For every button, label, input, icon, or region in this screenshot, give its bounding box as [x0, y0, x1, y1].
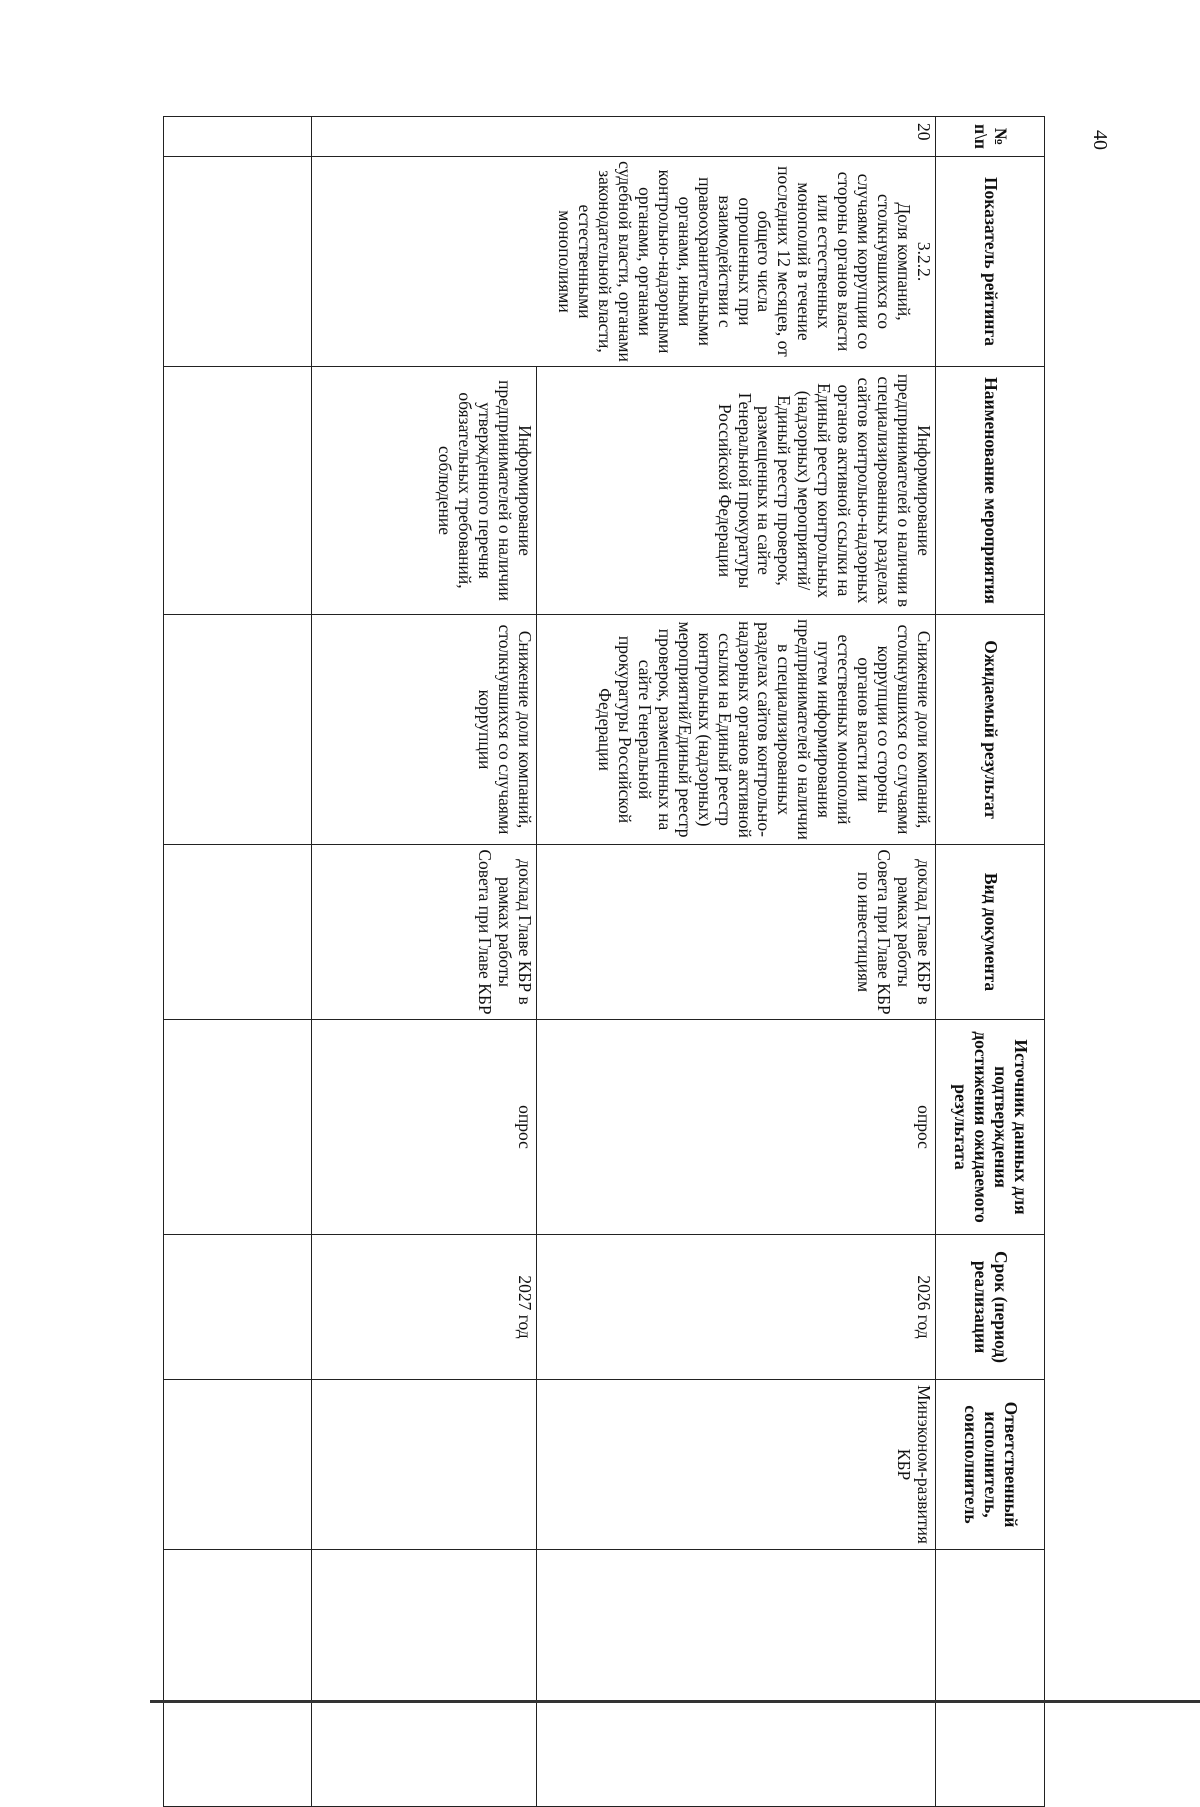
table-row — [537, 117, 936, 1807]
indicator-cell — [312, 157, 936, 367]
row-number: 20 — [312, 117, 936, 157]
empty-cell — [164, 1020, 312, 1235]
responsible-cell — [312, 1380, 537, 1550]
header-activity: Наименование мероприятия — [936, 367, 1045, 615]
empty-cell — [537, 1550, 936, 1807]
term-cell: 2026 год — [537, 1235, 936, 1380]
empty-cell — [164, 1380, 312, 1550]
document-cell: доклад Главе КБР в рамках работы Совета при Главе КБР — [312, 845, 537, 1020]
header-term: Срок (период) реализации — [936, 1235, 1045, 1380]
rating-measures-table-wrapper — [163, 116, 1045, 1806]
empty-cell — [164, 157, 312, 367]
result-cell: Снижение доли компаний, столкнувшихся со случаями коррупции — [312, 615, 537, 845]
header-empty — [936, 1550, 1045, 1807]
activity-cell: Информирование предпринимателей о наличии утвержденного перечня обязательных требований, соблюдение — [312, 367, 537, 615]
indicator-code: 3.2.2. — [914, 241, 934, 282]
result-cell: Снижение доли компаний, столкнувшихся со случаями коррупции со стороны органов власти или естественных монополий путем информирования предпринимателей о наличии в специализированных разделах сайтов контрольно-надзорных органов активной ссылки на Единый реестр контрольных (надзорных) мероприятий/Единый реестр проверок, размещенных на сайте Генеральной прокуратуры Российской Федерации — [537, 615, 936, 845]
empty-cell — [312, 1550, 537, 1807]
empty-cell — [164, 1235, 312, 1380]
indicator-text: Доля компаний, столкнувшихся со случаями коррупции со стороны органов власти или естественных монополий в течение последних 12 месяцев, от общего числа опрошенных при взаимодействии с правоохранительными органами, иными контрольно-надзорными органами, органами судебной власти, органами законодательной власти, естественными монополиями — [555, 161, 915, 362]
source-cell: опрос — [312, 1020, 537, 1235]
activity-cell: Информирование предпринимателей о наличии в специализированных разделах сайтов контрольно-надзорных органов активной ссылки на Единый реестр контрольных (надзорных) мероприятий/Единый реестр проверок, размещенных на сайте Генеральной прокуратуры Российской Федерации — [537, 367, 936, 615]
document-cell: доклад Главе КБР в рамках работы Совета при Главе КБР по инвестициям — [537, 845, 936, 1020]
header-result: Ожидаемый результат — [936, 615, 1045, 845]
header-indicator: Показатель рейтинга — [936, 157, 1045, 367]
header-source: Источник данных для подтверждения достижения ожидаемого результата — [936, 1020, 1045, 1235]
page-number: 40 — [1089, 130, 1111, 150]
responsible-cell: Минэконом-развития КБР — [537, 1380, 936, 1550]
table-header-row — [936, 117, 1045, 1807]
source-cell: опрос — [537, 1020, 936, 1235]
empty-cell — [164, 845, 312, 1020]
header-document: Вид документа — [936, 845, 1045, 1020]
header-responsible: Ответственный исполнитель, соисполнитель — [936, 1380, 1045, 1550]
scan-edge-line — [150, 1700, 1200, 1703]
term-cell: 2027 год — [312, 1235, 537, 1380]
rating-measures-table — [163, 116, 1045, 1807]
header-number: № п\п — [936, 117, 1045, 157]
table-row — [312, 117, 537, 1807]
table-row — [164, 117, 312, 1807]
empty-cell — [164, 615, 312, 845]
empty-cell — [164, 367, 312, 615]
empty-cell — [164, 117, 312, 157]
empty-cell — [164, 1550, 312, 1807]
